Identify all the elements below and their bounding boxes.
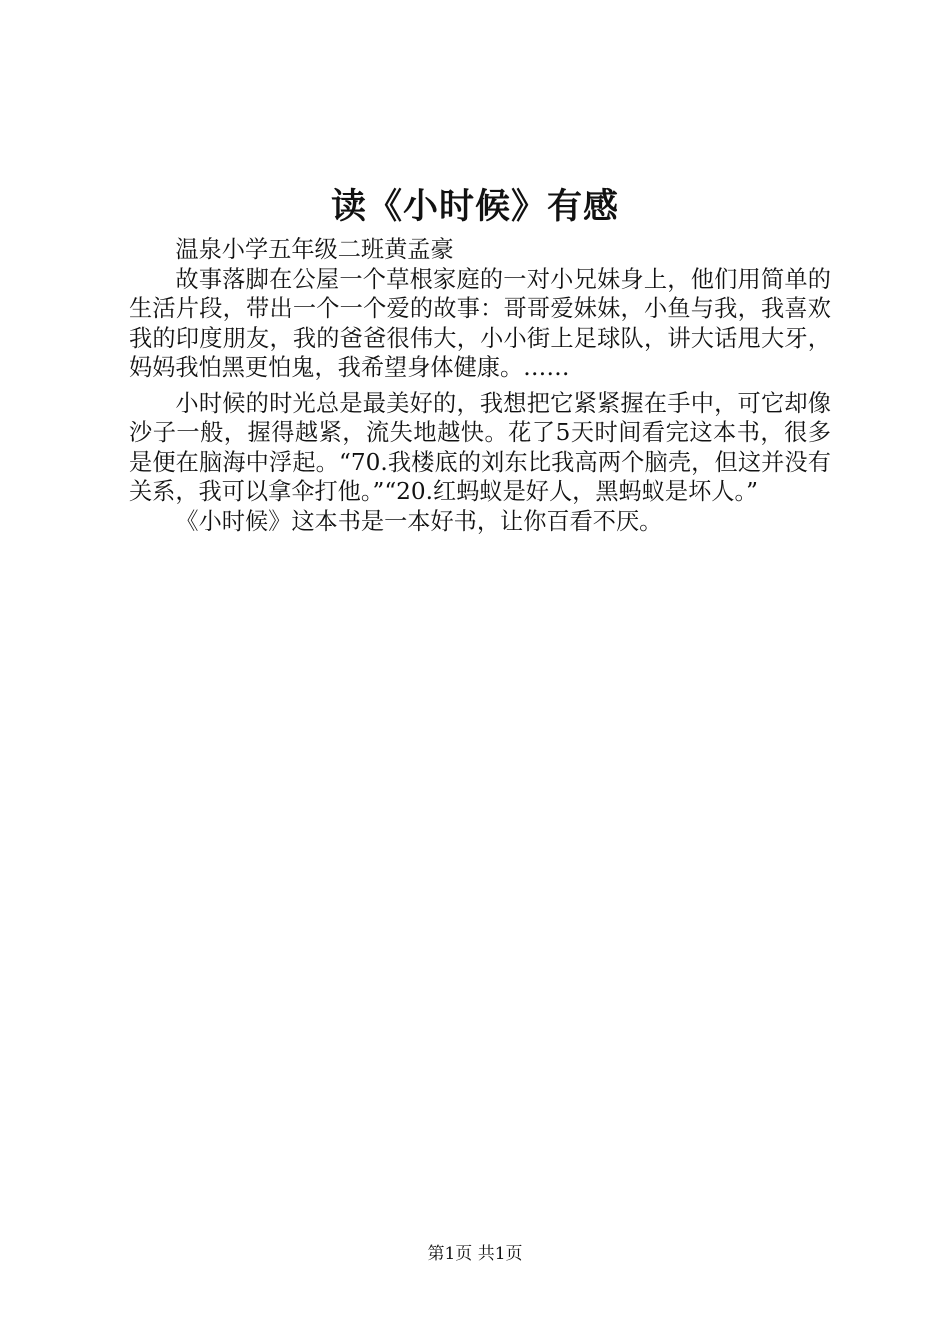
page-footer: 第1页 共1页 [427,1244,523,1264]
document-title: 读《小时候》有感 [330,186,619,227]
author-line: 温泉小学五年级二班黄孟豪 [175,236,454,263]
document-body [129,235,831,536]
paragraph-2: 小时候的时光总是最美好的，我想把它紧紧握在手中，可它却像沙子一般，握得越紧，流失地越快。花了5天时间看完这本书，很多是便在脑海中浮起。“70.我楼底的刘东比我高两个脑壳，但这并没有关系，我可以拿伞打他。”“20.红蚂蚁是好人，黑蚂蚁是坏人。” [129,389,831,505]
paragraph-1: 故事落脚在公屋一个草根家庭的一对小兄妹身上，他们用简单的生活片段，带出一个一个爱的故事：哥哥爱妹妹，小鱼与我，我喜欢我的印度朋友，我的爸爸很伟大，小小街上足球队，讲大话甩大牙，妈妈我怕黑更怕鬼，我希望身体健康。…… [129,265,831,381]
paragraph-3: 《小时候》这本书是一本好书，让你百看不厌。 [175,507,663,535]
